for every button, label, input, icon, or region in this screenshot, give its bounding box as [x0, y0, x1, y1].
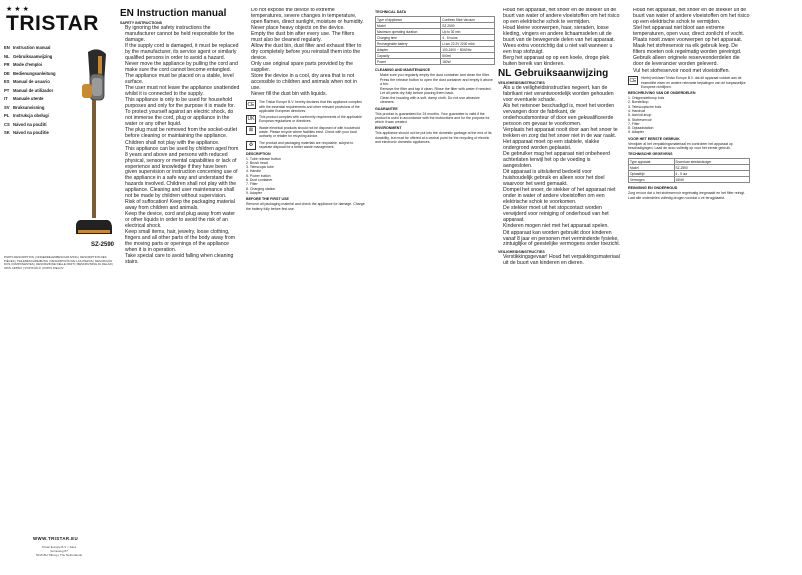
list-item: • The appliance must be placed on a stable, level surface. — [125, 74, 240, 86]
ce-declaration: CE The Tristar Europe B.V. hereby declares that this appliance complies with the essential requirements and other relevant provisions of the applicable European directives. — [247, 100, 362, 113]
list-item: 5. Power button — [246, 173, 271, 178]
first-use-text: Remove all packaging material and check the appliance for damage. Charge the battery fully before first use. — [246, 202, 365, 211]
table-row: Model SZ-2590 — [629, 165, 750, 171]
list-item: 9. Adapter — [246, 190, 262, 195]
guarantee-text: This product is guaranteed for 24 months. Your guarantee is valid if the product is used in accordance with the instructions and for the purpose for which it was created. — [375, 111, 490, 125]
list-item: • Houd het apparaat, het snoer en de stekker uit de buurt van water of andere vloeistoffen om het risico op een elektrische schok te vermijden. — [503, 8, 621, 26]
list-item: 4. Handvat — [628, 108, 645, 113]
manual-language-item: PL Instrukcja obsługi — [4, 113, 49, 119]
cleaning-text-nl: Zorg ervoor dat u het stofreservoir regelmatig leegmaakt en het filter reinigt. Laat alle onderdelen volledig drogen voordat u ze terugplaatst. — [628, 191, 746, 200]
safety-list — [120, 26, 240, 266]
list-item: • Take special care to avoid falling when cleaning stairs. — [125, 254, 240, 266]
parts-heading: DESCRIPTION — [246, 151, 271, 156]
technical-data-table-nl — [628, 158, 750, 183]
list-item: 1. Ontgrendelknop buis — [628, 96, 665, 101]
list-item: • Do not expose the device to extreme temperatures, severe changes in temperature, open flames, direct sunlight, moisture or humidity. — [251, 8, 366, 26]
list-item: • Wees extra voorzichtig dat u niet valt wanneer u een trap stofzuigt. — [503, 44, 621, 56]
company-address: Tristar Europe B.V. | Jules Verneweg 87 5015 BH Tilburg | The Netherlands — [35, 545, 83, 557]
list-item: 7. Filter — [246, 182, 258, 187]
list-item: • De gebruiker mag het apparaat niet onbeheerd achterlaten terwijl het op de voeding is aangesloten. — [503, 152, 621, 170]
ce-declaration-nl: CE Hierbij verklaart Tristar Europe B.V. dat dit apparaat voldoet aan de essentiële eisen en andere relevante bepalingen van de toepasselijke Europese richtlijnen. — [629, 76, 746, 89]
safety-heading: SAFETY INSTRUCTIONS — [120, 21, 163, 25]
list-item: • Als u de veiligheidsinstructies negeert, kan de fabrikant niet verantwoordelijk worden gehouden voor eventuele schade. — [503, 86, 621, 104]
list-item: • Kinderen mogen niet met het apparaat spelen. — [503, 224, 621, 230]
guarantee-heading: GUARANTEE — [375, 106, 398, 111]
list-item: • Make sure you regularly empty the dust container and clean the filter. — [380, 73, 495, 77]
recycling-note: ♻ The product and packaging materials are recyclable, subject to separate disposal for a better waste management. — [246, 141, 366, 150]
list-item: • Only use original spare parts provided by the supplier. — [251, 62, 366, 74]
list-item: 5. Aan/uit-knop — [628, 113, 652, 118]
cleaning-heading: CLEANING AND MAINTENANCE — [375, 68, 430, 72]
conformity-note: UK This product complies with conformity requirements of the applicable European regulations or directives. — [247, 114, 362, 124]
list-item: • Allow the dust bin, dust filter and exhaust filter to dry completely before you reinstall them into the device. — [251, 44, 366, 62]
first-use-heading-nl: VOOR HET EERSTE GEBRUIK — [628, 136, 680, 141]
safety-list-continued — [246, 8, 366, 98]
section-title-nl: NL Gebruiksaanwijzing — [498, 68, 609, 80]
list-item: • Press the release button to open the dust container and empty it above a bin. — [380, 78, 495, 87]
column-en-safety — [120, 8, 240, 568]
list-item: 9. Adapter — [628, 130, 644, 135]
list-item: • Als het netsnoer beschadigd is, moet het worden vervangen door de fabrikant, de onderhoudsmonteur of door een gekwalificeerde persoon om gevaar te voorkomen. — [503, 104, 621, 128]
list-item: • Plaats nooit zware voorwerpen op het apparaat. — [633, 38, 750, 44]
manual-language-list — [4, 44, 62, 138]
list-item: • Never place heavy objects on the device. — [251, 26, 366, 32]
list-item: 2. Brush head — [246, 160, 268, 165]
list-item: • Never fill the dust bin with liquids. — [251, 92, 366, 98]
website-url: WWW.TRISTAR.EU — [33, 536, 79, 541]
star-icon: ★ — [6, 6, 13, 13]
star-icon: ★ — [22, 6, 29, 13]
list-item: • De stekker moet uit het stopcontact worden verwijderd voor reiniging of onderhoud van het apparaat. — [503, 206, 621, 224]
list-item: • Risk of suffocation! Keep the packaging material away from children and animals. — [125, 200, 240, 212]
star-icon: ★ — [14, 6, 21, 13]
list-item: • Dit apparaat is uitsluitend bedoeld voor huishoudelijk gebruik en alleen voor het doel waarvoor het werd gemaakt. — [503, 170, 621, 188]
column-nl-safety — [498, 8, 621, 568]
parts-description-languages: PARTS DESCRIPTION | ONDERDELENBESCHRIJVING | DESCRIPTION DES PIÈCES | TEILEBESCHREIBUNG | DESCRIPCIÓN DE LAS PIEZAS | DESCRIÇÃO DOS COMPONENTES | DESCRIZIONE DELLE PARTI | BESKRIVNING AV DELAR | OPIS CZĘŚCI | POPIS DÍLŮ | POPIS DIELOV — [4, 255, 114, 271]
list-item: 8. Charging station — [246, 186, 276, 191]
safety-list-nl — [498, 86, 621, 248]
safety-heading-nl-2: VEILIGHEIDSINSTRUCTIES — [498, 250, 545, 255]
list-item: • Berg het apparaat op op een koele, droge plek buiten bereik van kinderen. — [503, 56, 621, 68]
list-item: • The plug must be removed from the socket-outlet before cleaning or maintaining the appliance. — [125, 128, 240, 140]
list-item: • The user must not leave the appliance unattended whilst it is connected to the supply. — [125, 86, 240, 98]
list-item: • This appliance can be used by children aged from 8 years and above and persons with reduced physical, sensory or mental capabilities or lack of experience and knowledge if they have been given supervision or instruction concerning use of the appliance in a safe way and understand the hazards involved. Children shall not play with the appliance. Cleaning and user maintenance shall not be made by children without supervision. — [125, 147, 240, 200]
brand-sidebar — [0, 0, 118, 575]
brand-name: TRISTAR — [6, 12, 99, 35]
disposal-note: ⊠ Waste electrical products should not be disposed of with household waste. Please recycle where facilities exist. Check with your local authority or retailer for recycling advice. — [246, 126, 366, 139]
table-row: Rechargeable battery Li-ion 22.2V 2200 mAh — [376, 41, 495, 47]
table-row: Type of appliance Cordless Stick Vacuum — [376, 17, 495, 23]
list-item: • Houd kleine voorwerpen, haar, sieraden, losse kleding, vingers en andere lichaamsdelen uit de buurt van de bewegende delen van het apparaat. — [503, 26, 621, 44]
list-item: • Stel het apparaat niet bloot aan extreme temperaturen, open vuur, direct zonlicht of vocht. — [633, 26, 750, 38]
first-use-heading: BEFORE THE FIRST USE — [246, 197, 289, 202]
manual-language-item: DE Bedienungsanleitung — [4, 70, 56, 76]
list-item: • Gebruik alleen originele reserveonderdelen die door de leverancier worden geleverd. — [633, 56, 750, 68]
list-item: 4. Handle — [246, 169, 261, 174]
list-item: 8. Oplaadstation — [628, 126, 654, 131]
ce-mark-icon: CE — [247, 101, 255, 108]
list-item: • Never move the appliance by pulling the cord and make sure the cord cannot become entangled. — [125, 62, 240, 74]
table-row: Type apparaat Snoerloze steelstofzuiger — [629, 159, 750, 165]
table-row: Adapter 100-240V ~ 50/60Hz — [376, 47, 495, 53]
ce-mark-icon: CE — [629, 77, 637, 84]
crossed-bin-icon: ⊠ — [246, 126, 256, 135]
list-item: • Verstikkingsgevaar! Houd het verpakkingsmateriaal uit de buurt van kinderen en dieren. — [503, 255, 621, 267]
list-item: 7. Filter — [628, 121, 640, 126]
safety-heading-nl: VEILIGHEIDSINSTRUCTIES — [498, 81, 545, 86]
manual-language-item: NL Gebruiksaanwijzing — [4, 53, 53, 59]
list-item: 3. Telescopic tube — [246, 165, 274, 170]
cleaning-heading-nl: REINIGING EN ONDERHOUD — [628, 186, 678, 191]
ukca-mark-icon: UK — [247, 116, 255, 123]
manual-language-item: SV Bruksanvisning — [4, 104, 45, 110]
column-nl-continued — [628, 8, 750, 568]
list-item: • Store the device in a cool, dry area that is not accessible to children and animals when not in use. — [251, 74, 366, 92]
cleaning-list — [375, 73, 495, 105]
manual-language-item: SK Návod na použitie — [4, 130, 49, 136]
stick-vacuum-image — [68, 44, 118, 244]
list-item: • Houd het apparaat, het snoer en de stekker uit de buurt van water of andere vloeistoffen om het risico op een elektrische schok te vermijden. — [633, 8, 750, 26]
manual-language-item: ES Manual de usuario — [4, 79, 50, 85]
list-item: • Empty the dust bin after every use. The filters must also be cleaned regularly. — [251, 32, 366, 44]
list-item: • If the supply cord is damaged, it must be replaced by the manufacturer, its service agent or similarly qualified persons in order to avoid a hazard. — [125, 44, 240, 62]
safety-list-nl-2 — [498, 255, 621, 267]
brand-logo — [6, 6, 114, 40]
recycle-icon: ♻ — [246, 141, 256, 150]
manual-language-item: EN Instruction manual — [4, 45, 51, 50]
list-item: • Dompel het snoer, de stekker of het apparaat niet onder in water of andere vloeistoffen om een elektrische schok te voorkomen. — [503, 188, 621, 206]
list-item: • Remove the filter and tap it clean. Rinse the filter with water if needed. — [380, 87, 495, 91]
first-use-text-nl: Verwijder al het verpakkingsmateriaal en controleer het apparaat op beschadigingen. Laad de accu volledig op voor het eerste gebruik. — [628, 141, 733, 151]
list-item: • Dit apparaat kan worden gebruikt door kinderen vanaf 8 jaar en personen met verminderde fysieke, zintuiglijke of geestelijke vermogens onder toezicht. — [503, 231, 621, 249]
list-item: • Keep the device, cord and plug away from water or other liquids in order to avoid the risk of an electrical shock. — [125, 212, 240, 230]
list-item: 2. Borstelkop — [628, 100, 649, 105]
list-item: • Clean the housing with a soft, damp cloth. Do not use abrasive cleaners. — [380, 96, 495, 105]
technical-data-heading: TECHNICAL DATA — [375, 10, 407, 14]
table-row: Vermogen 180W — [629, 177, 750, 183]
manual-language-item: CS Návod na použití — [4, 121, 47, 127]
list-item: 3. Telescopische buis — [628, 104, 662, 109]
list-item: 6. Dust container — [246, 178, 273, 183]
list-item: • Verplaats het apparaat nooit door aan het snoer te trekken en zorg dat het snoer niet in de war raakt. — [503, 128, 621, 140]
list-item: • This appliance is only to be used for household purposes and only for the purpose it is made for. — [125, 98, 240, 110]
list-item: • Het apparaat moet op een stabiele, vlakke ondergrond worden geplaatst. — [503, 140, 621, 152]
technical-data-table — [375, 16, 495, 65]
list-item: • Maak het stofreservoir na elk gebruik leeg. De filters moeten ook regelmatig worden gereinigd. — [633, 44, 750, 56]
column-en-technical — [375, 8, 495, 568]
table-row: Capacity 600ml — [376, 53, 495, 59]
safety-list-nl-continued — [628, 8, 750, 74]
safety-list-top — [498, 8, 621, 68]
list-item: • By ignoring the safety instructions the manufacturer cannot be held responsible for the damage. — [125, 26, 240, 44]
parts-heading-nl: BESCHRIJVING VAN DE ONDERDELEN — [628, 91, 696, 96]
manual-language-item: PT Manual de utilizador — [4, 87, 54, 93]
table-row: Power 180W — [376, 59, 495, 65]
list-item: 1. Tube release button — [246, 156, 281, 161]
table-row: Charging time 4 - 5 hours — [376, 35, 495, 41]
list-item: • Keep small items, hair, jewelry, loose clothing, fingers and all other parts of the body away from the moving parts or openings of the appliance when it is in operation. — [125, 230, 240, 254]
parts-list-nl — [628, 96, 750, 135]
environment-heading: ENVIRONMENT — [375, 126, 402, 131]
list-item: • Children shall not play with the appliance. — [125, 141, 240, 147]
table-row: Maximum operating duration Up to 30 min — [376, 29, 495, 35]
parts-list — [246, 157, 366, 196]
manual-language-item: FR Mode d'emploi — [4, 62, 43, 68]
list-item: • Let all parts dry fully before placing them back. — [380, 91, 495, 95]
environment-text: This appliance should not be put into the domestic garbage at the end of its durability, but must be offered at a central point for the recycling of electric and electronic domestic appliances. — [375, 131, 492, 145]
table-row: Model SZ-2590 — [376, 23, 495, 29]
list-item: 6. Stofreservoir — [628, 117, 652, 122]
list-item: • To protect yourself against an electric shock, do not immerse the cord, plug or appliance in the water or any other liquid. — [125, 110, 240, 128]
model-number: SZ-2590 — [91, 242, 115, 248]
column-en-continued — [246, 8, 366, 568]
list-item: • Vul het stofreservoir nooit met vloeistoffen. — [633, 69, 750, 75]
technical-data-heading-nl: TECHNISCHE GEGEVENS — [628, 152, 673, 157]
manual-language-item: IT Manuale utente — [4, 96, 44, 102]
section-title-en: EN Instruction manual — [120, 8, 227, 19]
table-row: Oplaadtijd 4 - 5 uur — [629, 171, 750, 177]
